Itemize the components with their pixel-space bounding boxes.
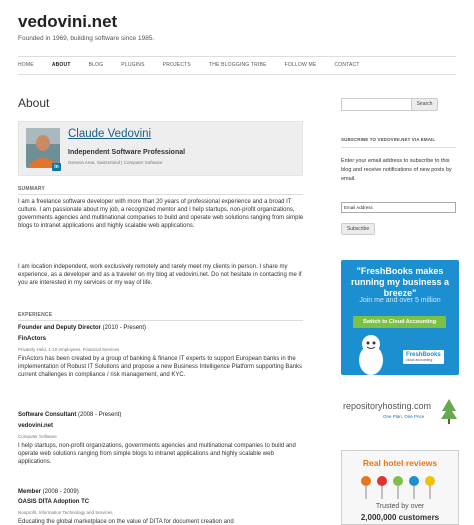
- subscribe-text: Enter your email address to subscribe to this blog and receive notifications of new posts by email.: [341, 158, 452, 182]
- job-organization: FinActors: [18, 336, 47, 342]
- nav-item-contact[interactable]: CONTACT: [334, 62, 360, 68]
- summary-paragraph-1: I am a freelance software developer with more than 20 years of professional experience and a broad IT culture. I am passionate about my job, a recognized mentor and I help startups, non-profit organizations, governments agencies and multinational companies to build and operate web solutions ranging from simple blogs to intranet applications and highly scalable web applications.: [18, 199, 304, 229]
- freshbooks-ad-headline: "FreshBooks makes running my business a breeze": [350, 266, 450, 298]
- search-button[interactable]: Search: [411, 98, 438, 111]
- profile-name-link[interactable]: Claude Vedovini: [68, 128, 152, 140]
- job-organization: OASIS DITA Adoption TC: [18, 499, 90, 505]
- repositoryhosting-tagline: One Plan, One Price: [383, 414, 425, 419]
- experience-divider: [18, 320, 303, 321]
- job-description: FinActors has been created by a group of banking & finance IT experts to support European banks in the implementation of Robust IT Solutions and propose a new Business Intelligence Platform supporting Banks current challenges in compliance / risk management, and KYC.: [18, 356, 303, 378]
- subscribe-heading: SUBSCRIBE TO VEDOVINI.NET VIA EMAIL: [341, 137, 436, 142]
- job-org-meta: Privately Held, 1-10 employees, Financial Services: [18, 347, 120, 352]
- avatar: [26, 128, 60, 168]
- repositoryhosting-ad[interactable]: [341, 397, 459, 425]
- repositoryhosting-logo: repositoryhosting.com: [343, 401, 432, 411]
- experience-heading: EXPERIENCE: [18, 312, 53, 318]
- switch-to-cloud-accounting-button[interactable]: Switch to Cloud Accounting: [353, 316, 446, 328]
- nav-item-plugins[interactable]: PLUGINS: [121, 62, 145, 68]
- nav-divider-bottom: [18, 74, 456, 75]
- hotel-ad-line-2: 2,000,000 customers: [360, 513, 440, 522]
- profile-card: [18, 121, 303, 176]
- tree-icon: [439, 397, 459, 425]
- summary-paragraph-2: I am location independent, work exclusively remotely and rarely meet my clients in person. I share my experience, as a developer and as a traveler on my blog at vedovini.net. Do not hesitate in contacting me if you are interested in my services or my way of life.: [18, 264, 302, 286]
- freshbooks-ad[interactable]: [341, 260, 459, 375]
- profile-meta: Geneva Area, Switzerland | Computer Software: [68, 160, 163, 165]
- freshbooks-logo: FreshBooks cloud accounting: [403, 350, 444, 364]
- nav-item-follow-me[interactable]: FOLLOW ME: [284, 62, 317, 68]
- nav-item-blog[interactable]: BLOG: [88, 62, 104, 68]
- job-title: Software Consultant (2008 - Present): [18, 412, 122, 418]
- job-org-meta: Computer Software: [18, 434, 57, 439]
- nav-item-blogging-tribe[interactable]: THE BLOGGING TRIBE: [208, 62, 267, 68]
- site-tagline: Founded in 1969, building software since 1985.: [18, 35, 155, 42]
- thumbs-icon-row: [358, 473, 444, 501]
- nav-item-about[interactable]: ABOUT: [51, 62, 71, 68]
- summary-heading: SUMMARY: [18, 186, 46, 192]
- job-title: Member (2008 - 2009): [18, 489, 79, 495]
- job-title: Founder and Deputy Director (2010 - Present): [18, 325, 147, 331]
- job-description: I help startups, non-profit organizations, governments agencies and multinational companies to build and operate web solutions ranging from simple blogs to intranet applications and highly scalable web applications.: [18, 443, 296, 465]
- job-description: Educating the global marketplace on the value of DITA for document creation and: [18, 519, 234, 525]
- email-field[interactable]: Email Address: [341, 202, 456, 213]
- job-org-meta: Nonprofit, Information Technology and Services: [18, 510, 113, 515]
- nav-item-projects[interactable]: PROJECTS: [162, 62, 191, 68]
- summary-divider: [18, 194, 303, 195]
- nav-item-home[interactable]: HOME: [18, 62, 34, 68]
- page-title: About: [18, 96, 50, 110]
- linkedin-icon[interactable]: in: [52, 163, 61, 171]
- mascot-icon: [351, 332, 391, 375]
- freshbooks-ad-subtext: Join me and over 5 million: [359, 297, 441, 304]
- site-title[interactable]: vedovini.net: [18, 12, 118, 31]
- job-organization: vedovini.net: [18, 423, 54, 429]
- subscribe-divider: [341, 147, 456, 148]
- hotel-ad-line-1: Trusted by over: [375, 503, 425, 510]
- profile-headline: Independent Software Professional: [68, 149, 186, 156]
- subscribe-button[interactable]: Subscribe: [341, 223, 375, 235]
- hotel-reviews-ad[interactable]: [341, 450, 459, 525]
- main-nav: [18, 56, 378, 74]
- hotel-ad-title: Real hotel reviews: [362, 458, 438, 468]
